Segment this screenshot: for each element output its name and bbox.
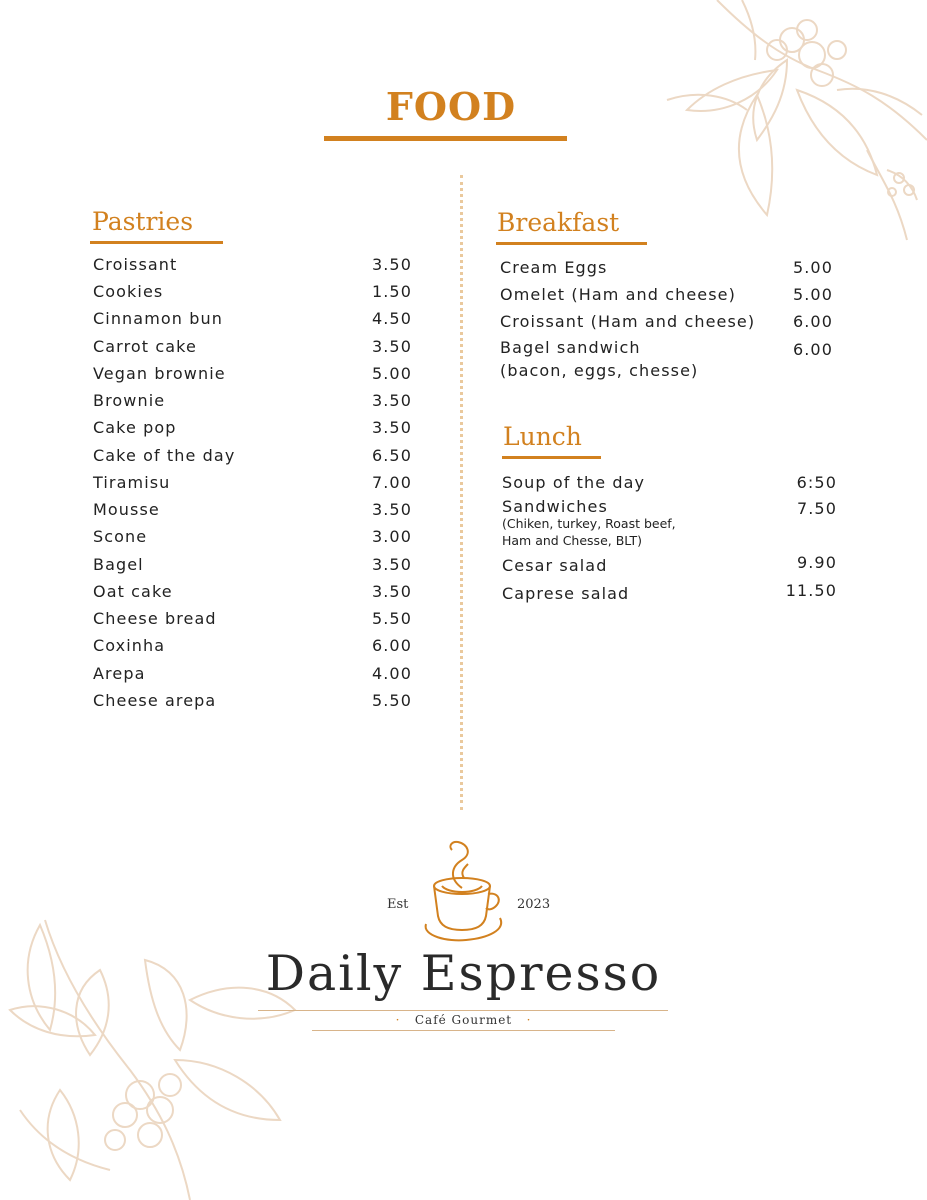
menu-item-name: Omelet (Ham and cheese) xyxy=(500,285,736,304)
menu-item-name: Sandwiches xyxy=(502,497,608,516)
menu-item-price: 6.00 xyxy=(792,340,833,359)
breakfast-underline xyxy=(496,242,647,245)
brand-rule-bottom xyxy=(312,1030,615,1031)
menu-item-name: Cinnamon bun xyxy=(93,309,223,328)
menu-item-price: 6.00 xyxy=(371,636,412,655)
menu-item-price: 6.00 xyxy=(792,312,833,331)
menu-item-name: Cake of the day xyxy=(93,446,236,465)
menu-item-name: Bagel xyxy=(93,555,144,574)
menu-item-price: 4.00 xyxy=(371,664,412,683)
menu-item-price: 1.50 xyxy=(371,282,412,301)
lunch-underline xyxy=(502,456,601,459)
column-divider xyxy=(460,175,463,810)
menu-item-name: Mousse xyxy=(93,500,160,519)
menu-item-price: 6.50 xyxy=(371,446,412,465)
menu-item-price: 11.50 xyxy=(785,581,837,600)
menu-item-price: 3.50 xyxy=(371,418,412,437)
pastries-underline xyxy=(90,241,223,244)
menu-item-price: 5.00 xyxy=(792,285,833,304)
logo-established-year: 2023 xyxy=(517,897,551,912)
menu-item-price: 3.50 xyxy=(371,500,412,519)
menu-item-name: Cream Eggs xyxy=(500,258,608,277)
menu-item-name: Brownie xyxy=(93,391,166,410)
tagline-dot-left: · xyxy=(395,1013,401,1027)
tagline-dot-right: · xyxy=(526,1013,532,1027)
menu-item-description: (bacon, eggs, chesse) xyxy=(500,361,699,380)
menu-item-price: 3.50 xyxy=(371,337,412,356)
menu-item-description: Ham and Chesse, BLT) xyxy=(502,533,643,548)
menu-item-price: 3.50 xyxy=(371,582,412,601)
menu-item-price: 7.50 xyxy=(796,499,837,518)
menu-item-name: Soup of the day xyxy=(502,473,646,492)
menu-title: FOOD xyxy=(385,84,517,129)
menu-item-name: Scone xyxy=(93,527,148,546)
menu-item-price: 3.50 xyxy=(371,391,412,410)
menu-item-price: 5.50 xyxy=(371,691,412,710)
coffee-cup-icon xyxy=(418,838,510,946)
menu-item-name: Arepa xyxy=(93,664,146,683)
menu-item-name: Caprese salad xyxy=(502,584,630,603)
menu-item-price: 3.50 xyxy=(371,255,412,274)
menu-item-name: Bagel sandwich xyxy=(500,338,641,357)
menu-item-name: Oat cake xyxy=(93,582,173,601)
menu-item-description: (Chiken, turkey, Roast beef, xyxy=(502,516,676,531)
section-title-lunch: Lunch xyxy=(503,422,582,451)
menu-item-price: 5.50 xyxy=(371,609,412,628)
menu-item-price: 3.00 xyxy=(371,527,412,546)
menu-item-price: 7.00 xyxy=(371,473,412,492)
title-underline xyxy=(324,136,567,141)
menu-item-name: Cake pop xyxy=(93,418,177,437)
menu-item-name: Cesar salad xyxy=(502,556,608,575)
menu-item-name: Cheese arepa xyxy=(93,691,217,710)
menu-item-name: Cheese bread xyxy=(93,609,217,628)
brand-rule-top xyxy=(258,1010,668,1011)
menu-item-price: 5.00 xyxy=(371,364,412,383)
menu-item-price: 6:50 xyxy=(796,473,837,492)
menu-item-name: Vegan brownie xyxy=(93,364,226,383)
menu-item-price: 4.50 xyxy=(371,309,412,328)
logo-established-label: Est xyxy=(387,897,409,912)
section-title-breakfast: Breakfast xyxy=(497,208,620,237)
menu-item-price: 3.50 xyxy=(371,555,412,574)
menu-item-name: Croissant (Ham and cheese) xyxy=(500,312,756,331)
menu-item-name: Croissant xyxy=(93,255,178,274)
menu-item-name: Coxinha xyxy=(93,636,166,655)
menu-item-price: 5.00 xyxy=(792,258,833,277)
menu-item-name: Carrot cake xyxy=(93,337,197,356)
menu-item-name: Tiramisu xyxy=(93,473,171,492)
brand-tagline-row xyxy=(0,1013,927,1027)
menu-item-name: Cookies xyxy=(93,282,164,301)
section-title-pastries: Pastries xyxy=(92,207,194,236)
brand-name: Daily Espresso xyxy=(265,945,662,1002)
brand-tagline: Café Gourmet xyxy=(414,1013,513,1027)
menu-item-price: 9.90 xyxy=(796,553,837,572)
